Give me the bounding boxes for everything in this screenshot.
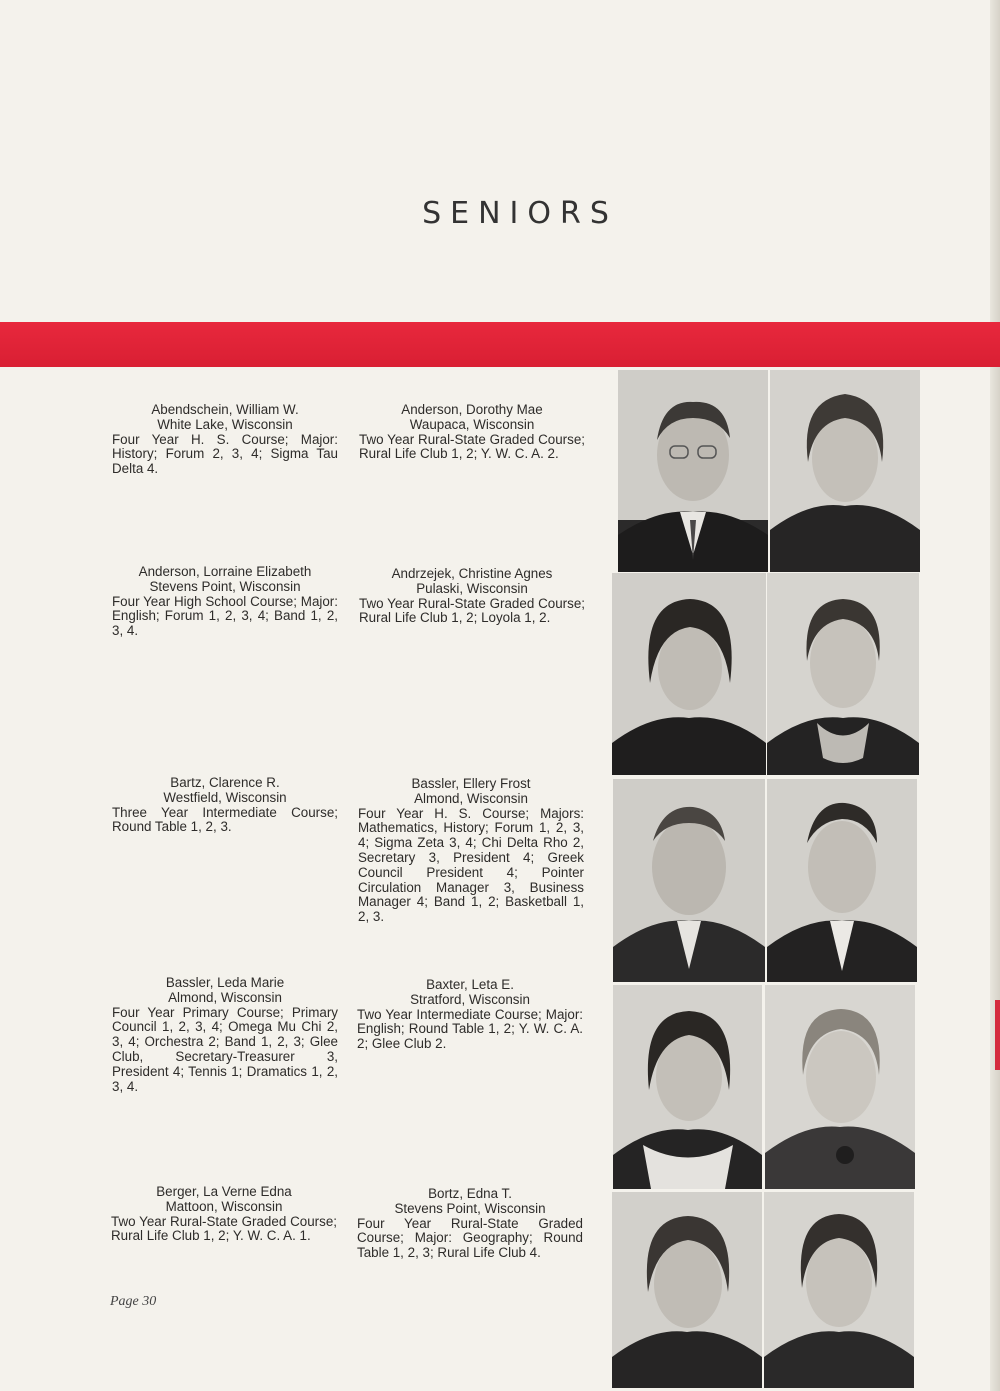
senior-activities: Two Year Rural-State Graded Course; Rural Life Club 1, 2; Y. W. C. A. 1. — [111, 1213, 337, 1244]
senior-activities: Three Year Intermediate Course; Round Table 1, 2, 3. — [112, 804, 338, 835]
senior-activities: Two Year Rural-State Graded Course; Rural Life Club 1, 2; Y. W. C. A. 2. — [359, 431, 585, 462]
senior-name: Anderson, Dorothy Mae — [401, 402, 543, 417]
senior-activities: Four Year H. S. Course; Major: History; Forum 2, 3, 4; Sigma Tau Delta 4. — [112, 431, 338, 477]
senior-hometown: Stevens Point, Wisconsin — [394, 1200, 546, 1216]
senior-entry — [112, 565, 338, 639]
senior-entry — [358, 777, 584, 925]
senior-activities: Four Year Rural-State Graded Course; Major: Geography; Round Table 1, 2, 3; Rural Life Club 4. — [357, 1215, 583, 1261]
portrait-photo — [612, 573, 766, 775]
senior-activities: Two Year Rural-State Graded Course; Rural Life Club 1, 2; Loyola 1, 2. — [359, 595, 585, 626]
senior-name: Abendschein, William W. — [151, 402, 299, 417]
senior-hometown: White Lake, Wisconsin — [157, 416, 293, 432]
portrait-photo — [765, 985, 915, 1189]
portrait-photo — [767, 573, 919, 775]
senior-name: Bassler, Leda Marie — [165, 975, 285, 990]
senior-hometown: Pulaski, Wisconsin — [416, 580, 528, 596]
senior-hometown: Stevens Point, Wisconsin — [149, 578, 301, 594]
senior-activities: Four Year H. S. Course; Majors: Mathematics, History; Forum 1, 2, 3, 4; Sigma Zeta 3, 4; Chi Delta Rho 2, Secretary 3, President 4; Greek Council President 4; Pointer Circulation Manager 3, Business Manager 4; Band 1, 2; Basketball 1, 2, 3. — [358, 805, 584, 925]
portrait-photo — [764, 1192, 914, 1388]
senior-hometown: Mattoon, Wisconsin — [165, 1198, 283, 1214]
portrait-photo — [618, 370, 768, 572]
senior-activities: Two Year Intermediate Course; Major: English; Round Table 1, 2; Y. W. C. A. 2; Glee Club 2. — [357, 1006, 583, 1052]
senior-hometown: Almond, Wisconsin — [168, 989, 282, 1005]
senior-hometown: Almond, Wisconsin — [414, 790, 528, 806]
portrait-photo — [613, 985, 762, 1189]
senior-name: Berger, La Verne Edna — [156, 1184, 292, 1199]
senior-hometown: Waupaca, Wisconsin — [409, 416, 535, 432]
senior-entry — [359, 567, 585, 626]
senior-entry — [359, 403, 585, 462]
senior-name: Bartz, Clarence R. — [170, 775, 280, 790]
senior-name: Bassler, Ellery Frost — [411, 776, 531, 791]
senior-hometown: Westfield, Wisconsin — [163, 789, 287, 805]
senior-name: Anderson, Lorraine Elizabeth — [138, 564, 312, 579]
page-title: SENIORS — [422, 196, 618, 232]
senior-name: Baxter, Leta E. — [426, 977, 514, 992]
senior-entry — [111, 1185, 337, 1244]
senior-activities: Four Year Primary Course; Primary Council 1, 2, 3, 4; Omega Mu Chi 2, 3, 4; Orchestra 2; Band 1, 2, 3; Glee Club, Secretary-Treasurer 3, President 4; Tennis 1; Dramatics 1, 2, 3, 4. — [112, 1004, 338, 1094]
senior-entry — [112, 976, 338, 1094]
portrait-photo — [612, 1192, 762, 1388]
page-number: Page 30 — [110, 1294, 157, 1309]
edge-tab-mark — [995, 1000, 1000, 1070]
senior-name: Bortz, Edna T. — [428, 1186, 512, 1201]
portrait-photo — [770, 370, 920, 572]
senior-name: Andrzejek, Christine Agnes — [391, 566, 553, 581]
senior-activities: Four Year High School Course; Major: English; Forum 1, 2, 3, 4; Band 1, 2, 3, 4. — [112, 593, 338, 639]
senior-entry — [112, 776, 338, 835]
portrait-photo — [767, 779, 917, 982]
portrait-photo — [613, 779, 765, 982]
senior-entry — [357, 1187, 583, 1261]
senior-hometown: Stratford, Wisconsin — [410, 991, 530, 1007]
senior-entry — [357, 978, 583, 1052]
red-band — [0, 322, 1000, 367]
senior-entry — [112, 403, 338, 477]
